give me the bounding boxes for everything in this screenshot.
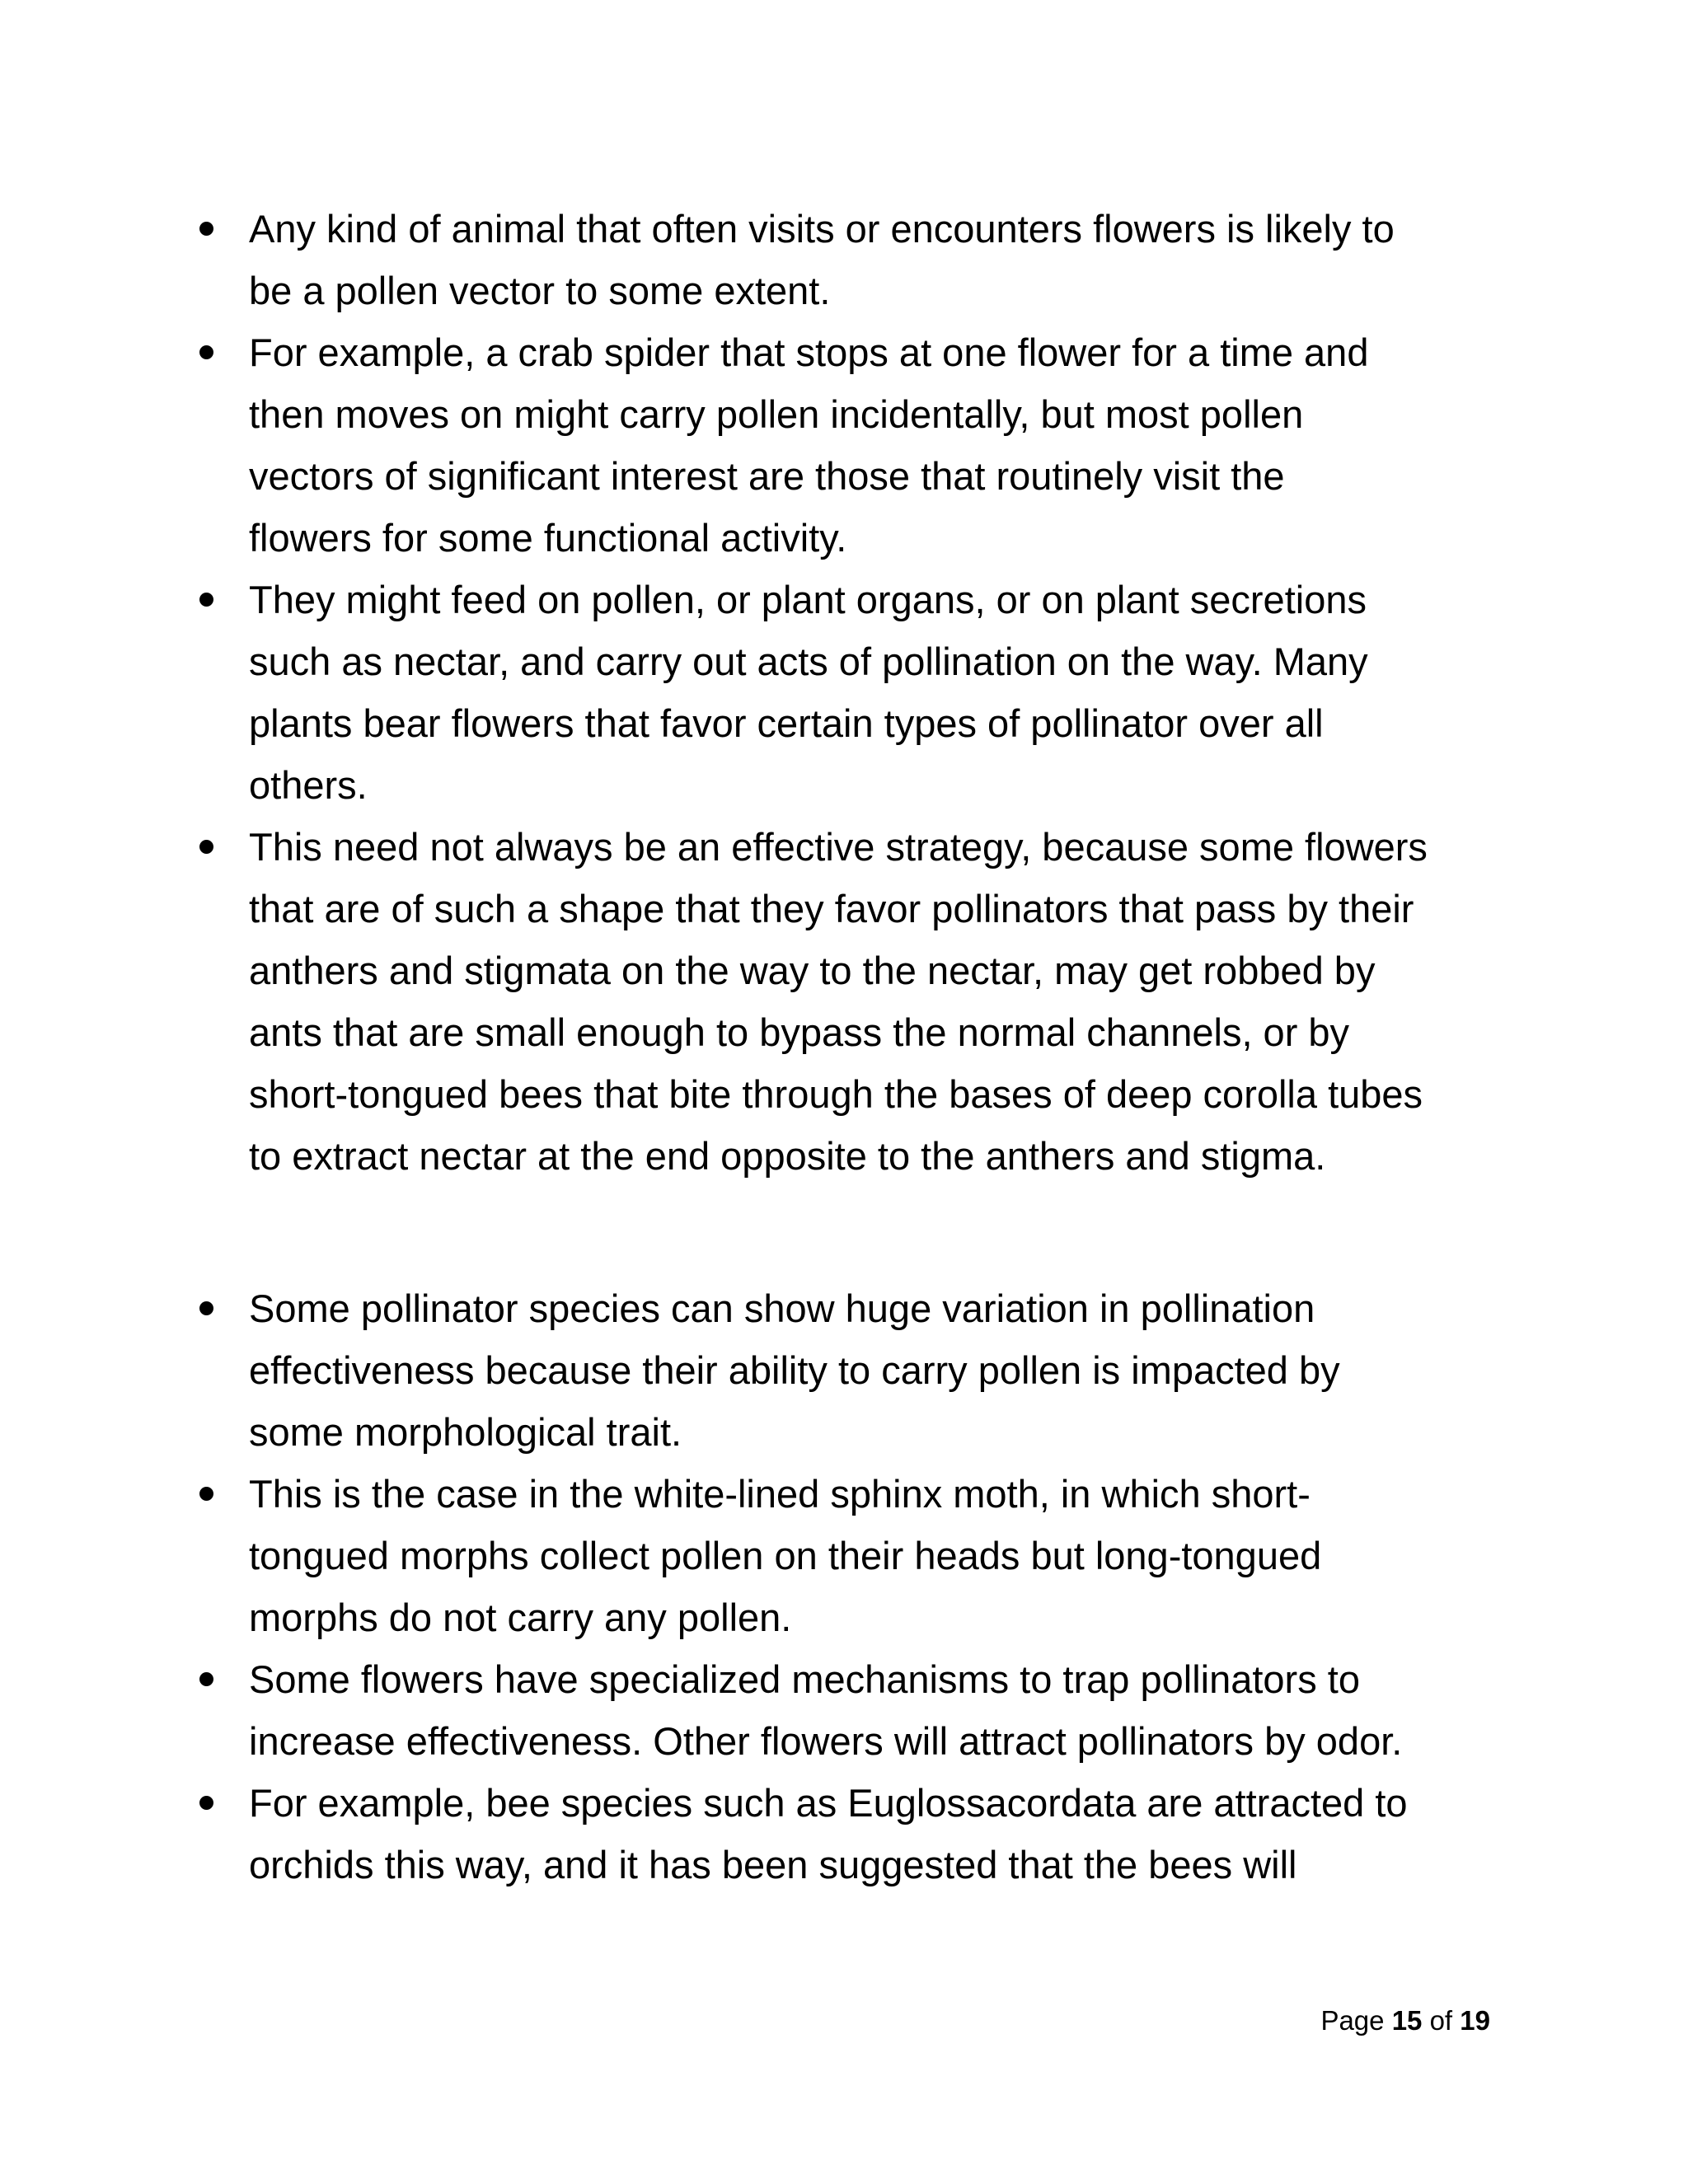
text-line: short-tongued bees that bite through the bases of deep corolla tubes <box>249 1072 1423 1116</box>
text-line: Any kind of animal that often visits or encounters flowers is likely to <box>249 207 1395 251</box>
text-line: be a pollen vector to some extent. <box>249 269 831 312</box>
bullet-icon <box>199 1487 213 1501</box>
text-line: increase effectiveness. Other flowers will attract pollinators by odor. <box>249 1719 1403 1763</box>
text-line: tongued morphs collect pollen on their heads but long-tongued <box>249 1534 1322 1577</box>
text-line: plants bear flowers that favor certain types of pollinator over all <box>249 701 1324 745</box>
page-footer <box>1320 2003 1490 2039</box>
text-line: flowers for some functional activity. <box>249 516 847 560</box>
list-item <box>198 816 1500 1187</box>
text-line: vectors of significant interest are those that routinely visit the <box>249 454 1285 498</box>
list-item <box>198 1463 1500 1648</box>
of-label: of <box>1429 2005 1453 2036</box>
text-line: ants that are small enough to bypass the normal channels, or by <box>249 1010 1350 1054</box>
bullet-icon <box>199 1301 213 1315</box>
text-line: then moves on might carry pollen incidentally, but most pollen <box>249 392 1304 436</box>
text-line: some morphological trait. <box>249 1410 682 1454</box>
text-line: For example, bee species such as Euglossacordata are attracted to <box>249 1781 1408 1825</box>
list-item <box>198 569 1500 816</box>
text-line: that are of such a shape that they favor pollinators that pass by their <box>249 887 1414 930</box>
text-line: This need not always be an effective strategy, because some flowers <box>249 825 1428 869</box>
bullet-icon <box>199 593 213 607</box>
list-item <box>198 1772 1500 1896</box>
bullet-icon <box>199 222 213 236</box>
text-line: Some flowers have specialized mechanisms to trap pollinators to <box>249 1657 1360 1701</box>
text-line: others. <box>249 763 368 807</box>
bullet-icon <box>199 345 213 359</box>
text-line: Some pollinator species can show huge variation in pollination <box>249 1286 1315 1330</box>
text-line: orchids this way, and it has been suggested that the bees will <box>249 1843 1297 1886</box>
text-line: For example, a crab spider that stops at one flower for a time and <box>249 330 1369 374</box>
text-line: to extract nectar at the end opposite to the anthers and stigma. <box>249 1134 1326 1178</box>
text-line: They might feed on pollen, or plant organs, or on plant secretions <box>249 578 1367 621</box>
list-item <box>198 321 1500 569</box>
bullet-list <box>198 1277 1500 1896</box>
text-line: This is the case in the white-lined sphinx moth, in which short- <box>249 1472 1311 1516</box>
text-line: such as nectar, and carry out acts of pollination on the way. Many <box>249 640 1368 683</box>
total-pages: 19 <box>1460 2005 1490 2036</box>
bullet-icon <box>199 1796 213 1810</box>
list-item <box>198 1277 1500 1463</box>
text-line: morphs do not carry any pollen. <box>249 1596 792 1639</box>
list-item <box>198 198 1500 321</box>
page-number: 15 <box>1391 2005 1423 2036</box>
page-label: Page <box>1320 2005 1385 2036</box>
bullet-icon <box>199 840 213 854</box>
list-item <box>198 1648 1500 1772</box>
bullet-list <box>198 198 1500 1187</box>
bullet-icon <box>199 1672 213 1686</box>
text-line: effectiveness because their ability to carry pollen is impacted by <box>249 1348 1340 1392</box>
text-line: anthers and stigmata on the way to the nectar, may get robbed by <box>249 949 1376 992</box>
